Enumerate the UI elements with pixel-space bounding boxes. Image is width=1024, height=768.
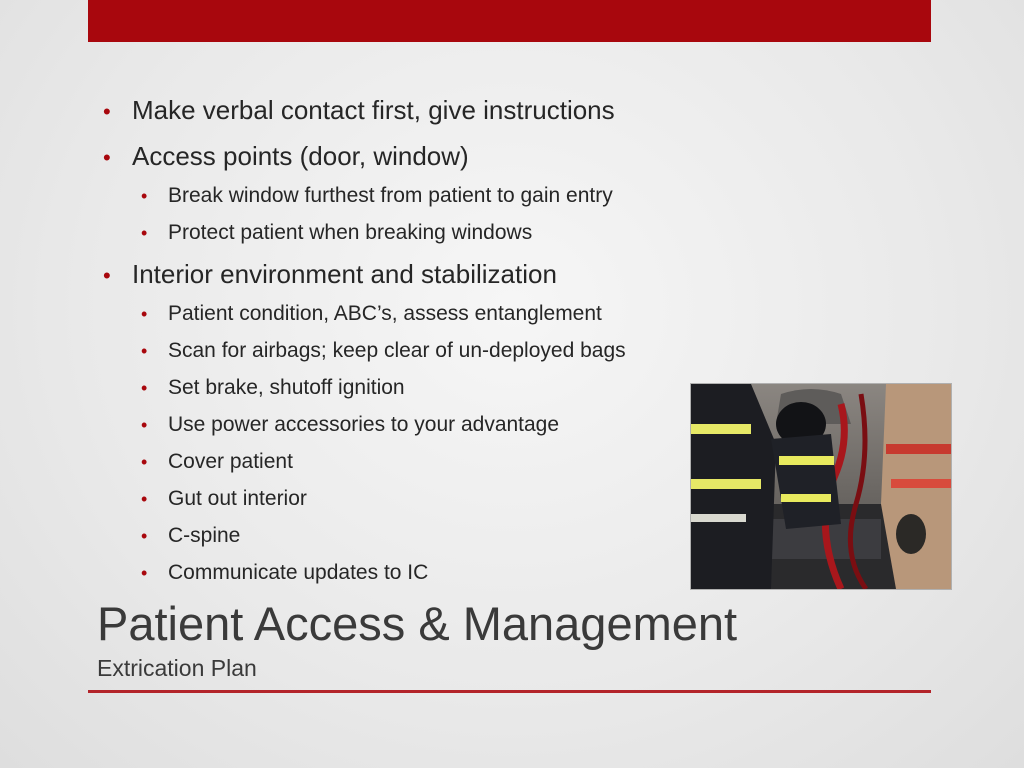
bullet-dot: •: [103, 263, 111, 288]
bullet-dot: •: [141, 304, 148, 324]
sub-bullet-item: [141, 221, 532, 245]
sub-bullet-item: [141, 524, 240, 548]
bullet-dot: •: [103, 99, 111, 124]
sub-bullet-item: [141, 376, 405, 400]
bullet-text: Communicate updates to IC: [168, 561, 429, 584]
bullet-dot: •: [141, 452, 148, 472]
bullet-text: Use power accessories to your advantage: [168, 413, 560, 436]
bullet-dot: •: [141, 526, 148, 546]
sub-bullet-item: [141, 184, 613, 208]
sub-bullet-item: [141, 302, 602, 326]
bullet-text: Patient condition, ABC’s, assess entanglement: [168, 302, 602, 325]
bullet-dot: •: [141, 341, 148, 361]
sub-bullet-item: [141, 413, 559, 437]
bullet-text: Make verbal contact first, give instructions: [132, 95, 615, 125]
bullet-dot: •: [141, 563, 148, 583]
bullet-text: Break window furthest from patient to gain entry: [168, 184, 613, 207]
bullet-dot: •: [141, 489, 148, 509]
bullet-text: Scan for airbags; keep clear of un-deployed bags: [168, 339, 626, 362]
bullet-text: Interior environment and stabilization: [132, 259, 557, 289]
bullet-dot: •: [141, 186, 148, 206]
photo-illustration: [691, 384, 951, 589]
bullet-text: Protect patient when breaking windows: [168, 221, 533, 244]
bullet-text: Gut out interior: [168, 487, 307, 510]
bullet-text: C-spine: [168, 524, 241, 547]
bullet-dot: •: [141, 415, 148, 435]
bullet-dot: •: [103, 145, 111, 170]
bullet-dot: •: [141, 378, 148, 398]
bullet-item: [103, 95, 615, 126]
bottom-accent-line: [88, 690, 931, 693]
slide-title: Patient Access & Management: [97, 597, 738, 650]
sub-bullet-item: [141, 561, 428, 585]
bullet-item: [103, 141, 469, 172]
slide-subtitle: Extrication Plan: [97, 655, 257, 681]
firefighters-extrication-photo: [690, 383, 952, 590]
sub-bullet-item: [141, 339, 626, 363]
bullet-text: Set brake, shutoff ignition: [168, 376, 405, 399]
sub-bullet-item: [141, 487, 307, 511]
sub-bullet-item: [141, 450, 293, 474]
bullet-text: Access points (door, window): [132, 141, 469, 171]
bullet-item: [103, 259, 557, 290]
bullet-text: Cover patient: [168, 450, 293, 473]
bullet-dot: •: [141, 223, 148, 243]
